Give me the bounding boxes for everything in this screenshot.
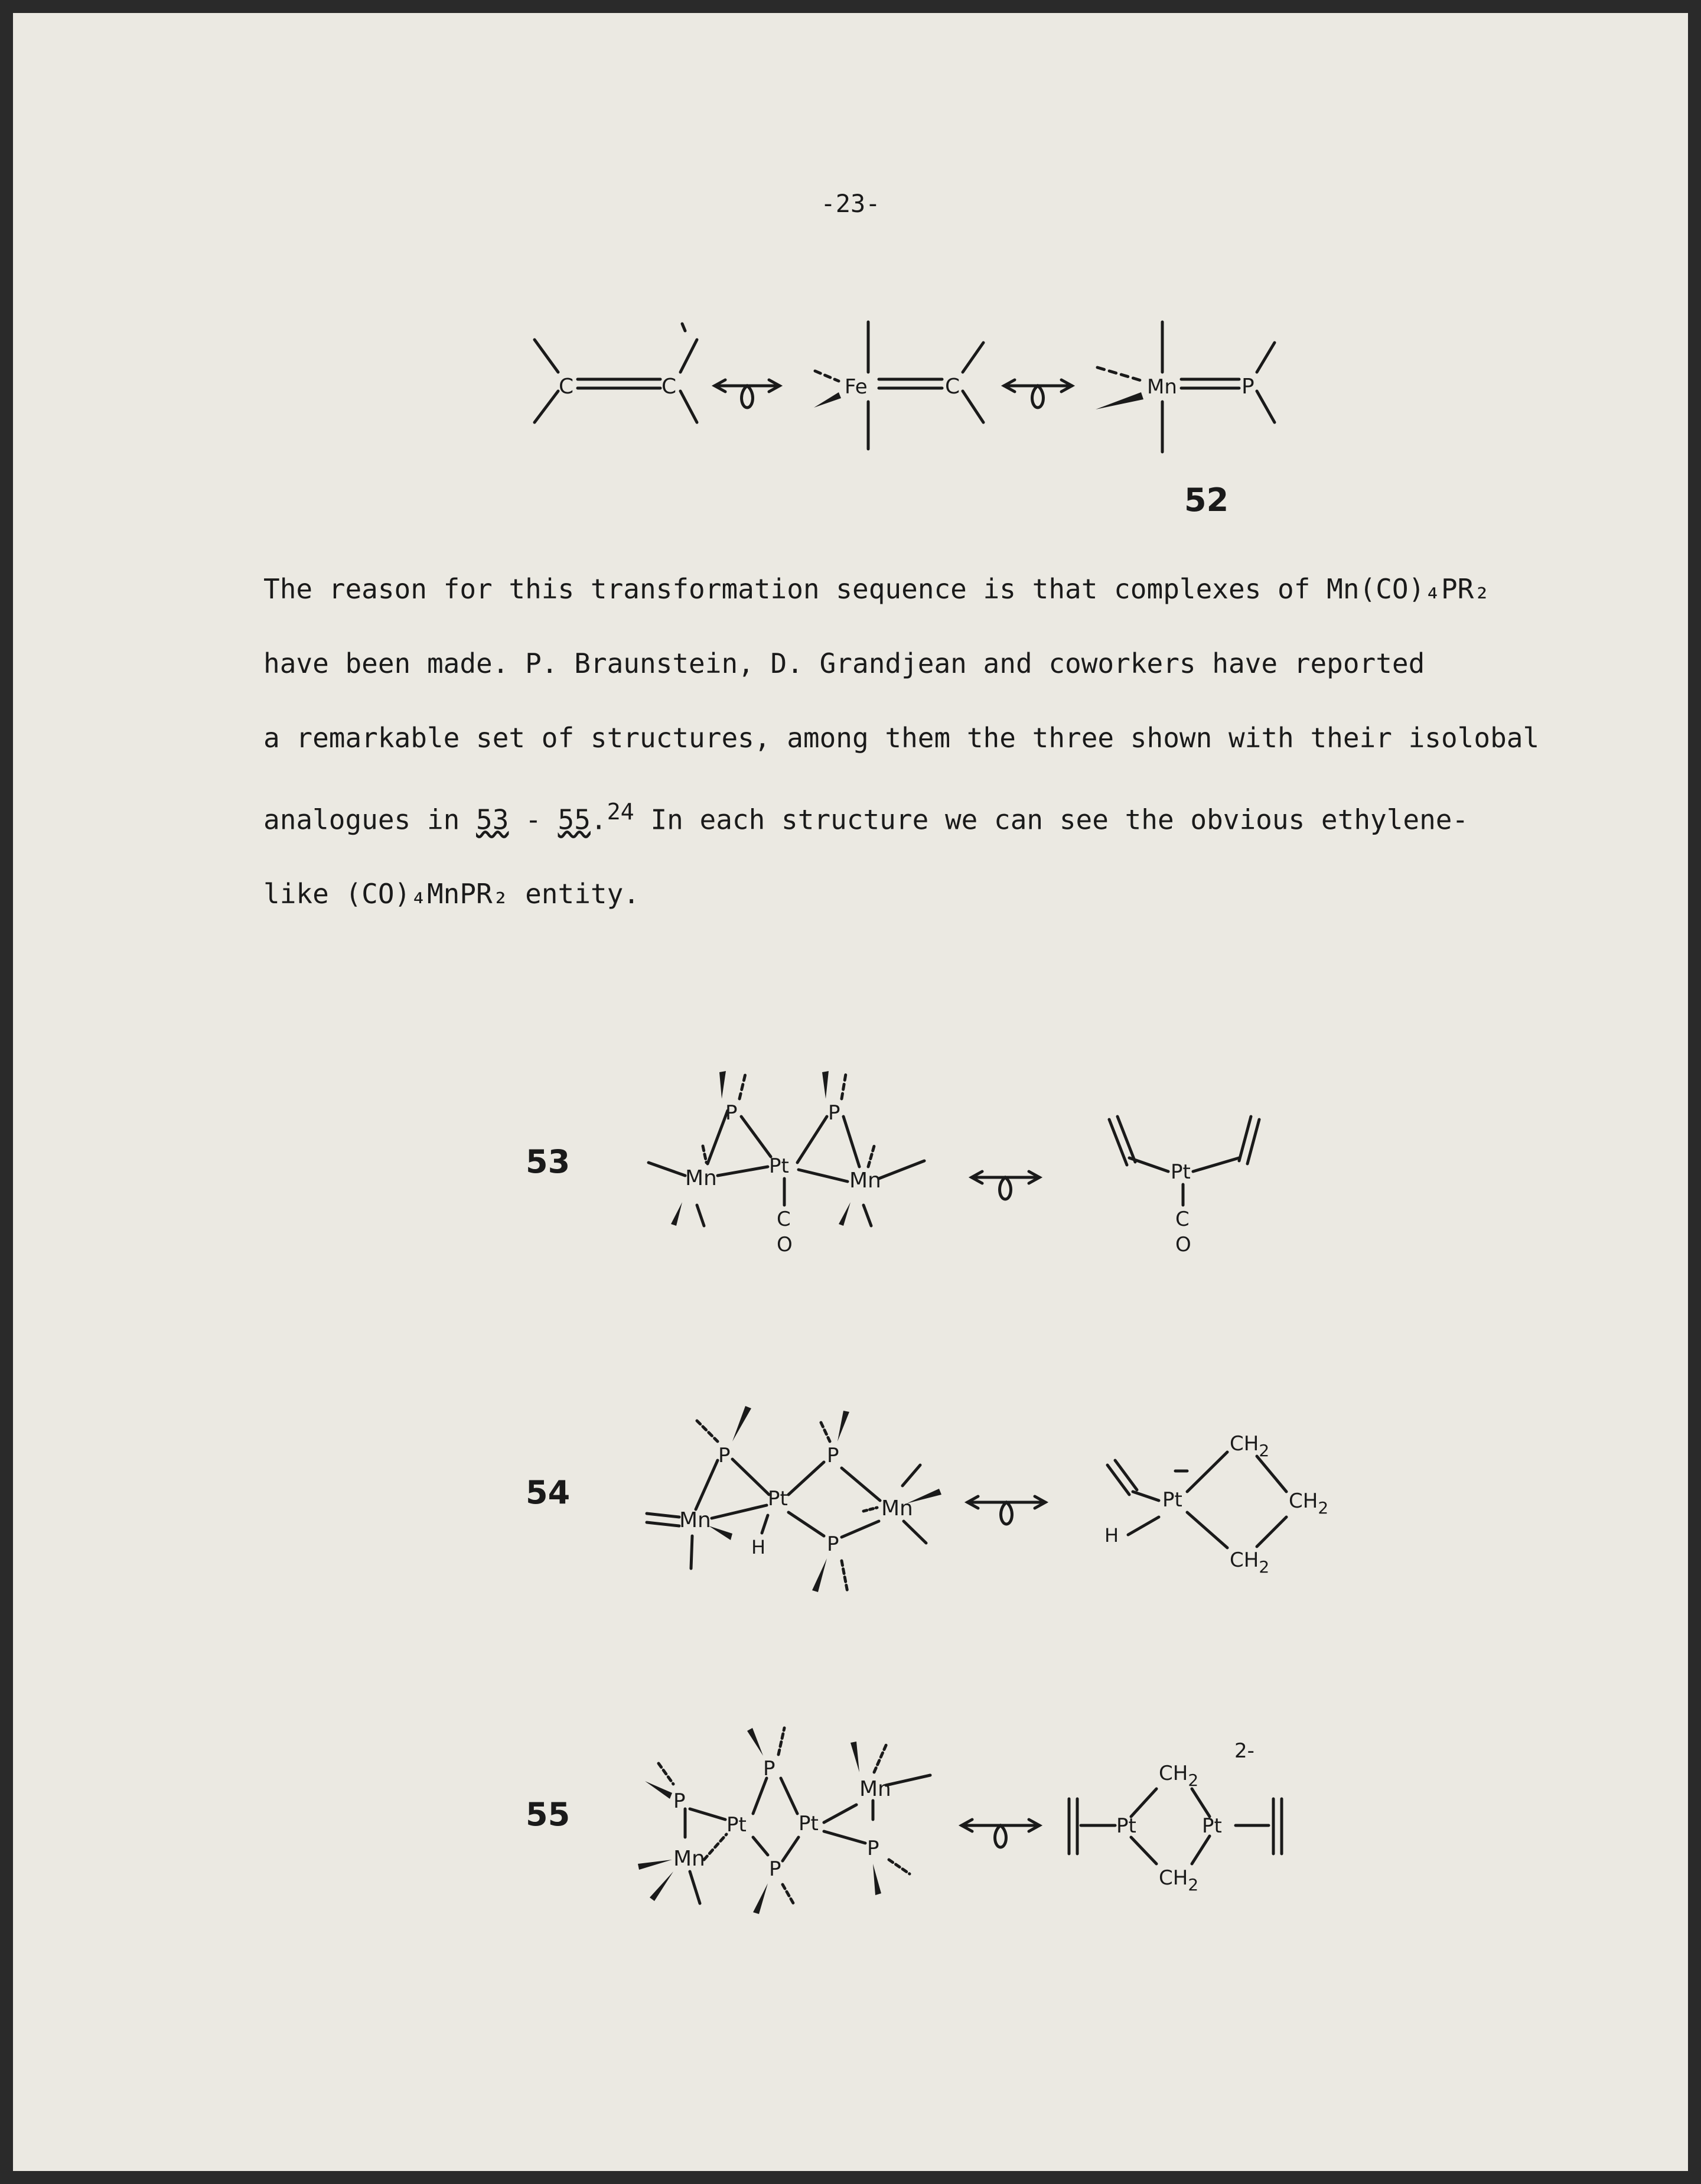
atom-pt: Pt xyxy=(1116,1814,1136,1838)
atom-p: P xyxy=(725,1101,738,1125)
compound-label-53: 53 xyxy=(526,1143,571,1180)
manganese-phosphinidene-structure xyxy=(1096,322,1275,452)
atom-c: C xyxy=(559,375,574,399)
atom-pt: Pt xyxy=(1171,1160,1191,1184)
atom-mn: Mn xyxy=(881,1496,913,1521)
isolobal-arrow xyxy=(962,1820,1040,1847)
paragraph-text: . xyxy=(590,803,607,836)
atom-pt: Pt xyxy=(1162,1488,1182,1512)
atom-pt: Pt xyxy=(769,1154,789,1178)
atom-pt: Pt xyxy=(1202,1814,1222,1838)
atom-c: C xyxy=(777,1207,791,1231)
paragraph-text: In each structure we can see the obvious ethylene- xyxy=(634,803,1469,836)
atom-c: C xyxy=(1175,1207,1190,1231)
atom-pt: Pt xyxy=(799,1812,819,1835)
atom-mn: Mn xyxy=(1147,375,1177,399)
compound-label-54: 54 xyxy=(526,1474,571,1511)
pt-bis-ethylene-co-analogue xyxy=(1109,1117,1259,1257)
atom-h: H xyxy=(1104,1524,1119,1547)
atom-p: P xyxy=(867,1837,879,1860)
atom-p: P xyxy=(718,1444,731,1467)
atom-h: H xyxy=(751,1536,766,1558)
atom-o: O xyxy=(777,1233,793,1257)
atom-p: P xyxy=(769,1857,781,1881)
paragraph-line: a remarkable set of structures, among them the three shown with their isolobal xyxy=(263,722,1540,754)
compound-53-structure xyxy=(649,1071,924,1257)
atom-pt: Pt xyxy=(726,1813,747,1837)
paragraph-text: - xyxy=(509,803,558,836)
atom-p: P xyxy=(827,1532,839,1556)
compound-reference: 55 xyxy=(558,803,591,836)
paragraph-line: like (CO)₄MnPR₂ entity. xyxy=(263,878,640,910)
paragraph-line: The reason for this transformation sequence is that complexes of Mn(CO)₄PR₂ xyxy=(263,573,1491,605)
atom-o: O xyxy=(1175,1233,1191,1257)
atom-p: P xyxy=(827,1444,839,1467)
compound-55-structure xyxy=(638,1728,930,1914)
isolobal-arrow xyxy=(972,1171,1040,1199)
atom-ch2: $CH_2$ xyxy=(1159,1866,1199,1895)
compound-54-structure xyxy=(647,1406,941,1592)
page-number: -23- xyxy=(820,189,881,218)
iron-carbene-structure xyxy=(814,322,983,449)
paragraph-text: analogues in xyxy=(263,803,477,836)
atom-mn: Mn xyxy=(673,1847,705,1871)
isolobal-arrow xyxy=(715,380,780,408)
atom-p: P xyxy=(673,1789,686,1813)
citation-superscript: 24 xyxy=(607,799,634,825)
compound-label-55: 55 xyxy=(526,1796,571,1833)
atom-p: P xyxy=(828,1101,840,1125)
atom-ch2: $CH_2$ xyxy=(1230,1432,1270,1460)
atom-mn: Mn xyxy=(679,1508,711,1532)
atom-p: P xyxy=(763,1757,775,1781)
ethylene-structure xyxy=(535,324,697,422)
pt-ethylene-metallacycle-analogue xyxy=(1104,1432,1328,1577)
atom-mn: Mn xyxy=(685,1166,717,1190)
atom-ch2: $CH_2$ xyxy=(1230,1548,1270,1577)
diplatinum-analogue xyxy=(1069,1739,1282,1895)
isolobal-arrow xyxy=(967,1496,1045,1524)
compound-label-52: 52 xyxy=(1184,481,1229,519)
atom-p: P xyxy=(1241,375,1254,399)
atom-ch2: $CH_2$ xyxy=(1289,1489,1329,1518)
atom-mn: Mn xyxy=(859,1777,891,1801)
compound-reference: 53 xyxy=(476,803,509,836)
atom-fe: Fe xyxy=(845,375,868,399)
atom-c: C xyxy=(662,375,677,399)
isolobal-arrow xyxy=(1004,380,1072,408)
charge-label: 2- xyxy=(1234,1739,1254,1763)
paragraph-line: have been made. P. Braunstein, D. Grandjean and coworkers have reported xyxy=(263,647,1425,679)
atom-ch2: $CH_2$ xyxy=(1159,1762,1199,1790)
atom-mn: Mn xyxy=(849,1169,881,1193)
atom-c: C xyxy=(945,375,960,399)
atom-pt: Pt xyxy=(768,1487,788,1511)
